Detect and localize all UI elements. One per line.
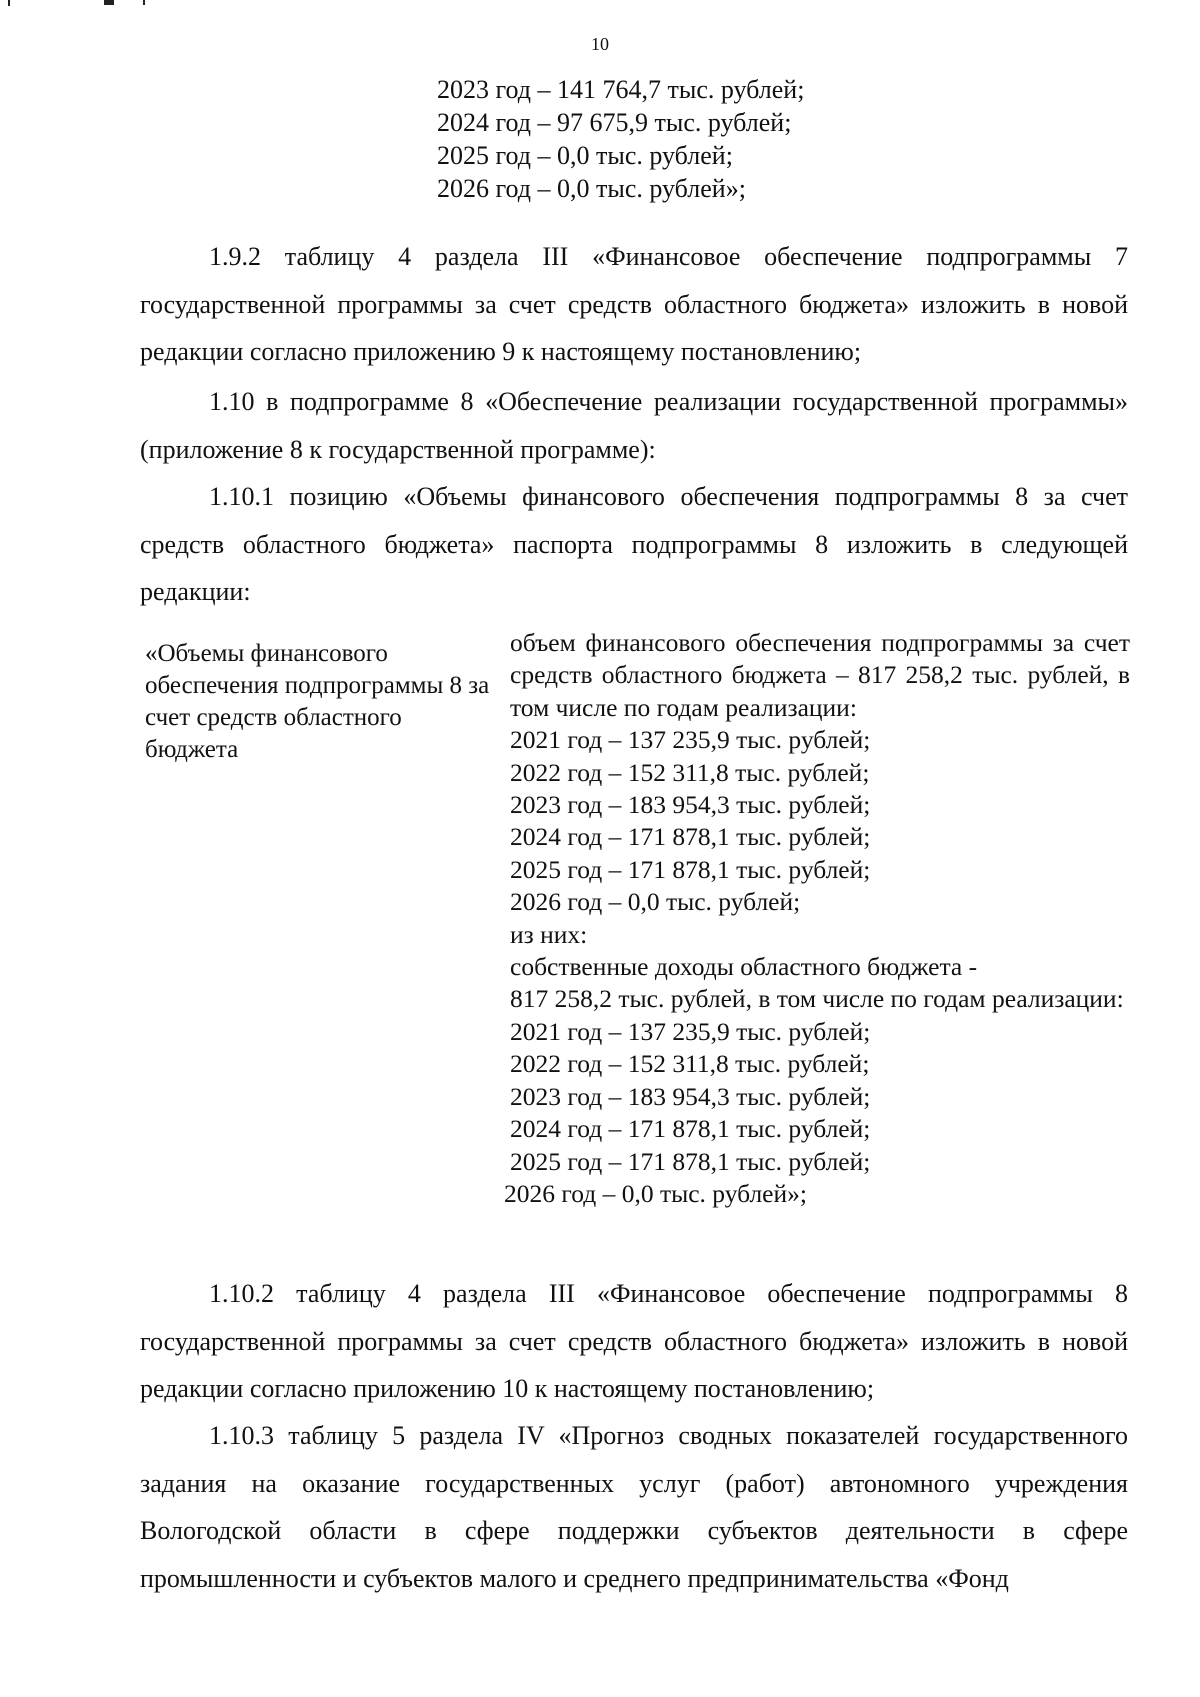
year-line: 2021 год – 137 235,9 тыс. рублей; — [510, 725, 871, 755]
table-right-cell — [504, 627, 1130, 1210]
page-number: 10 — [591, 34, 609, 54]
of-them-label: из них: — [510, 919, 588, 949]
funding-years-list — [437, 73, 804, 205]
year-line: 2022 год – 152 311,8 тыс. рублей; — [510, 1049, 870, 1079]
year-line: 2023 год – 183 954,3 тыс. рублей; — [510, 790, 871, 820]
funding-year-line: 2023 год – 141 764,7 тыс. рублей; — [437, 75, 805, 104]
own-income-detail: 817 258,2 тыс. рублей, в том числе по годам реализации: — [510, 984, 1124, 1014]
paragraph-1-10: 1.10 в подпрограмме 8 «Обеспечение реализации государственной программы» (приложение 8 к государственной программе): — [140, 387, 1128, 464]
year-line: 2021 год – 137 235,9 тыс. рублей; — [510, 1016, 871, 1046]
paragraph-1-9-2: 1.9.2 таблицу 4 раздела III «Финансовое обеспечение подпрограммы 7 государственной программы за счет средств областного бюджета» изложить в новой редакции согласно приложению 9 к настоящему постановлению; — [140, 242, 1128, 366]
scan-mark — [8, 0, 10, 6]
paragraph-1-10-3: 1.10.3 таблицу 5 раздела IV «Прогноз сводных показателей государственного задания на оказание государственных услуг (работ) автономного учреждения Вологодской области в сфере поддержки субъектов деятельности в сфере промышленности и субъектов малого и среднего предпринимательства «Фонд — [140, 1421, 1128, 1593]
year-line: 2023 год – 183 954,3 тыс. рублей; — [510, 1081, 871, 1111]
own-income-label: собственные доходы областного бюджета - — [510, 952, 978, 982]
funding-year-line: 2024 год – 97 675,9 тыс. рублей; — [437, 108, 792, 137]
scan-mark — [104, 0, 114, 5]
year-line: 2025 год – 171 878,1 тыс. рублей; — [510, 1146, 871, 1176]
table-left-cell: «Объемы финансового обеспечения подпрограммы 8 за счет средств областного бюджета — [145, 640, 490, 763]
year-line: 2026 год – 0,0 тыс. рублей; — [510, 887, 801, 917]
year-line: 2022 год – 152 311,8 тыс. рублей; — [510, 757, 870, 787]
funding-year-line: 2026 год – 0,0 тыс. рублей»; — [437, 174, 746, 203]
paragraph-1-10-1: 1.10.1 позицию «Объемы финансового обеспечения подпрограммы 8 за счет средств областного бюджета» паспорта подпрограммы 8 изложить в следующей редакции: — [140, 482, 1128, 606]
funding-year-line: 2025 год – 0,0 тыс. рублей; — [437, 141, 733, 170]
year-line: 2026 год – 0,0 тыс. рублей»; — [504, 1178, 807, 1208]
year-line: 2024 год – 171 878,1 тыс. рублей; — [510, 1114, 871, 1144]
year-line: 2024 год – 171 878,1 тыс. рублей; — [510, 822, 871, 852]
paragraph-1-10-2: 1.10.2 таблицу 4 раздела III «Финансовое обеспечение подпрограммы 8 государственной программы за счет средств областного бюджета» изложить в новой редакции согласно приложению 10 к настоящему постановлению; — [140, 1279, 1128, 1403]
year-line: 2025 год – 171 878,1 тыс. рублей; — [510, 854, 871, 884]
funding-intro: объем финансового обеспечения подпрограммы за счет средств областного бюджета – 817 258,2 тыс. рублей, в том числе по годам реализации: — [510, 628, 1130, 722]
scan-mark — [143, 0, 145, 5]
